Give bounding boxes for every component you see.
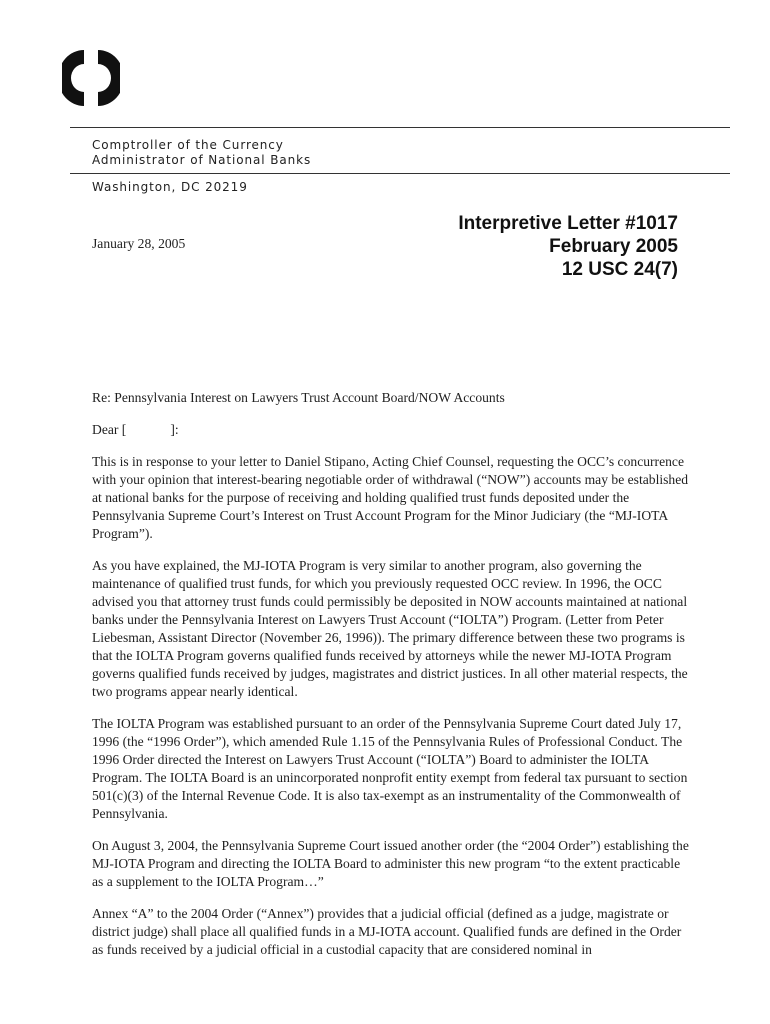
letter-body <box>92 389 692 973</box>
paragraph-5: Annex “A” to the 2004 Order (“Annex”) provides that a judicial official (defined as a judge, magistrate or district judge) shall place all qualified funds in a MJ-IOTA account. Qualified funds are defined in the Order as funds received by a judicial official in a custodial capacity that are considered nominal in <box>92 906 682 957</box>
letter-citation: 12 USC 24(7) <box>561 259 678 280</box>
header-divider-top <box>70 127 730 128</box>
agency-line-1: Comptroller of the Currency <box>92 138 284 152</box>
letter-number: Interpretive Letter #1017 <box>458 213 678 234</box>
paragraph-1: This is in response to your letter to Daniel Stipano, Acting Chief Counsel, requesting the OCC’s concurrence with your opinion that interest-bearing negotiable order of withdrawal (“NOW”) accounts may be established at national banks for the purpose of receiving and holding qualified trust funds deposited under the Pennsylvania Supreme Court’s Interest on Trust Account Program for the Minor Judiciary (the “MJ-IOTA Program”). <box>92 454 689 541</box>
salutation <box>92 421 692 439</box>
agency-line-2: Administrator of National Banks <box>92 153 312 167</box>
agency-address: Washington, DC 20219 <box>92 180 248 194</box>
occ-logo-icon <box>62 44 120 112</box>
letter-date: January 28, 2005 <box>92 236 186 251</box>
header-divider-bottom <box>70 173 730 174</box>
letter-month: February 2005 <box>549 236 678 257</box>
salutation-open: Dear [ <box>92 422 127 437</box>
subject-line: Re: Pennsylvania Interest on Lawyers Trust Account Board/NOW Accounts <box>92 390 505 405</box>
paragraph-2: As you have explained, the MJ-IOTA Program is very similar to another program, also governing the maintenance of qualified trust funds, for which you previously requested OCC review. In 1996, the OCC advised you that attorney trust funds could permissibly be deposited in NOW accounts maintained at national banks under the Pennsylvania Interest on Lawyers Trust Account (“IOLTA”) Program. (Letter from Peter Liebesman, Assistant Director (November 26, 1996)). The primary difference between these two programs is that the IOLTA Program governs qualified funds received by attorneys while the newer MJ-IOTA Program governs qualified funds received by judges, magistrates and district justices. In all other material respects, the two programs appear nearly identical. <box>92 558 688 699</box>
salutation-close: ]: <box>170 422 179 437</box>
paragraph-3: The IOLTA Program was established pursuant to an order of the Pennsylvania Supreme Court dated July 17, 1996 (the “1996 Order”), which amended Rule 1.15 of the Pennsylvania Rules of Professional Conduct. The 1996 Order directed the Interest on Lawyers Trust Account (“IOLTA”) Board to administer the IOLTA Program. The IOLTA Board is an unincorporated nonprofit entity exempt from federal tax pursuant to section 501(c)(3) of the Internal Revenue Code. It is also tax-exempt as an instrumentality of the Commonwealth of Pennsylvania. <box>92 716 688 821</box>
agency-name-block <box>92 138 311 168</box>
paragraph-4: On August 3, 2004, the Pennsylvania Supreme Court issued another order (the “2004 Order”) establishing the MJ-IOTA Program and directing the IOLTA Board to administer this new program “to the extent practicable as a supplement to the IOLTA Program…” <box>92 838 689 889</box>
letter-identifier-block <box>458 212 678 281</box>
